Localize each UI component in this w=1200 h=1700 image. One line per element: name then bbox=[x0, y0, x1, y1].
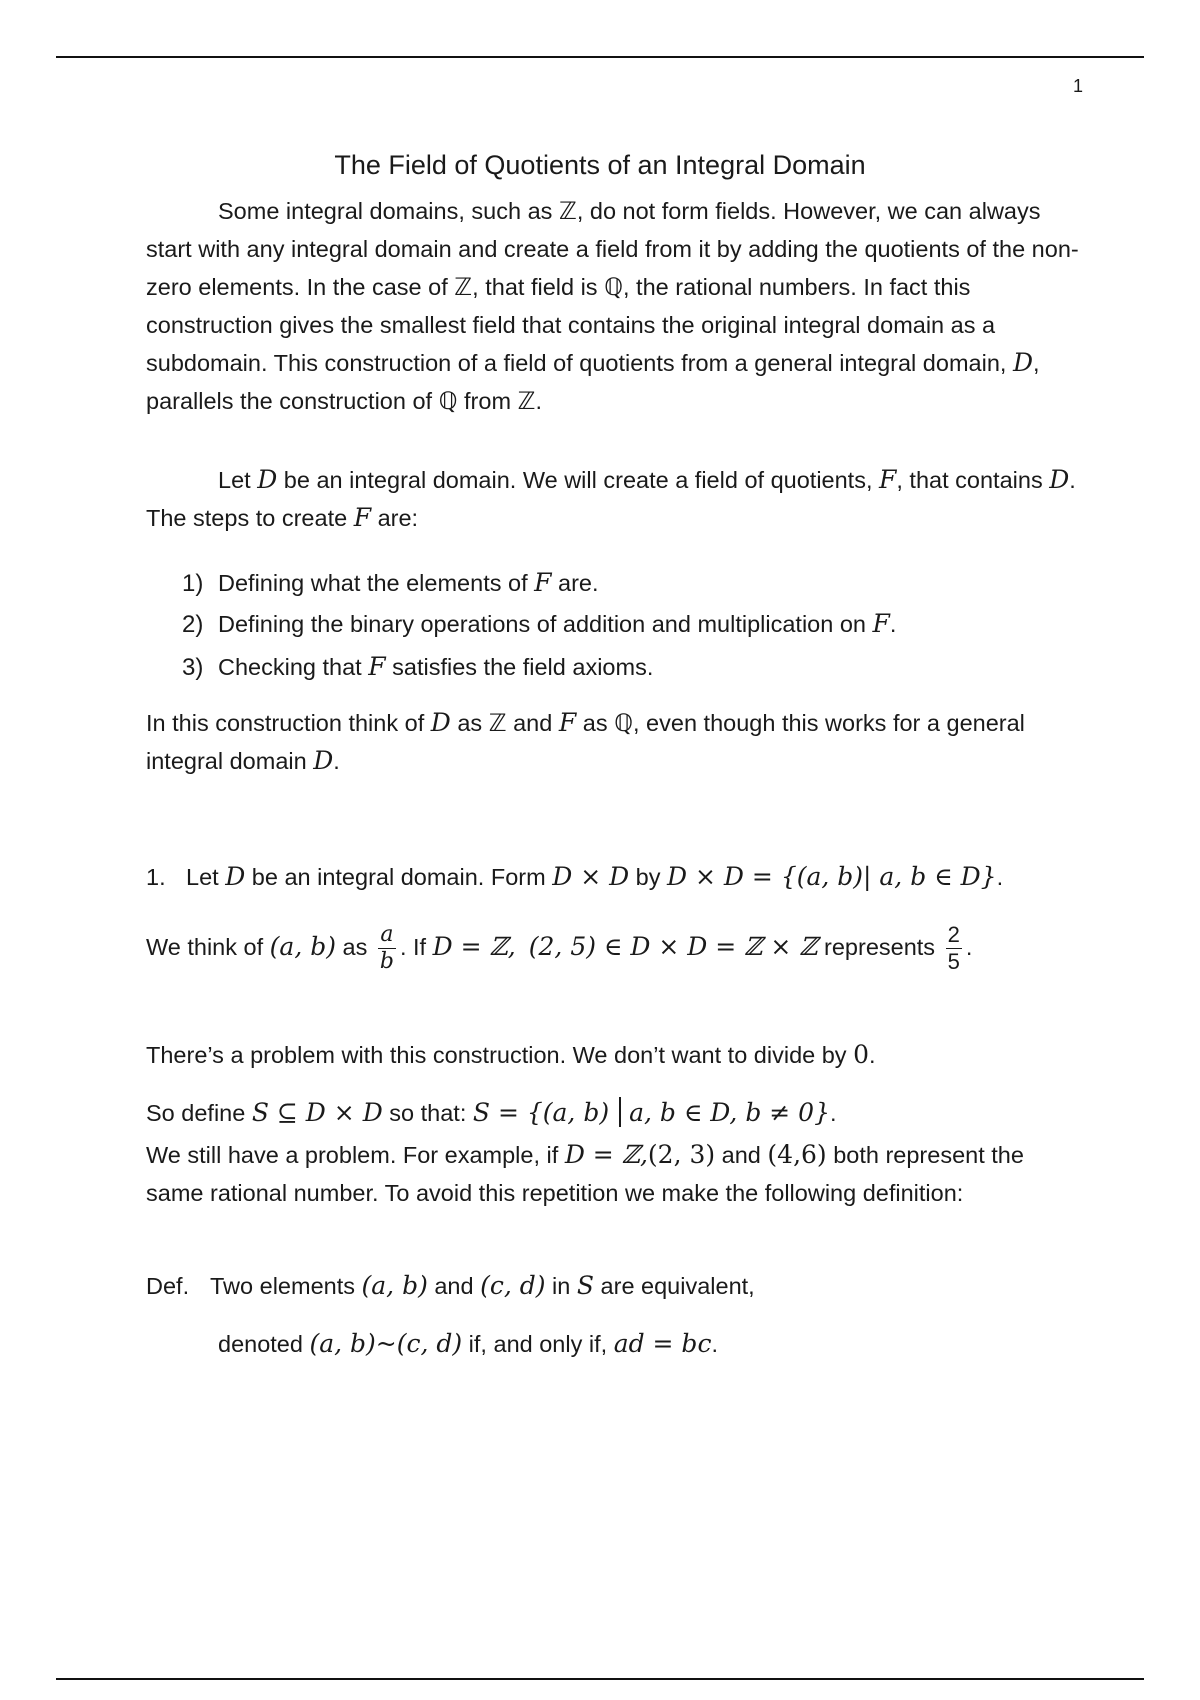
step-item: 2) Defining the binary operations of addition and multiplication on F. bbox=[182, 609, 897, 638]
definition-relation-line: denoted (a, b)~(c, d) if, and only if, ad = bc. bbox=[218, 1329, 718, 1358]
think-of-line: We think of (a, b) as $\frac{a}{b}$ . If D = ℤ, (2, 5) ∈ D × D = ℤ × ℤ represents $\frac{2}{5}$ . bbox=[146, 922, 973, 975]
intro-paragraph: Some integral domains, such as ℤ, do not form fields. However, we can always start with any integral domain and create a field from it by adding the quotients of the non-zero elements. In the case of ℤ, that field is ℚ, the rational numbers. In fact this construction gives the smallest field that contains the original integral domain as a subdomain. This construction of a field of quotients from a general integral domain, D, parallels the construction of ℚ from ℤ. bbox=[146, 197, 1079, 415]
define-line: So define S ⊆ D × D so that: S = {(a, b) a, b ∈ D, b ≠ 0}. bbox=[146, 1098, 837, 1127]
setup-paragraph: Let D be an integral domain. We will create a field of quotients, F, that contains D. The steps to create F are: bbox=[146, 465, 1076, 532]
page-title: The Field of Quotients of an Integral Domain bbox=[334, 150, 866, 180]
analogy-paragraph: In this construction think of D as ℤ and F as ℚ, even though this works for a general integral domain D. bbox=[146, 708, 1025, 775]
top-rule bbox=[56, 56, 1144, 58]
fraction-a-over-b: $\frac{a}{b}$ bbox=[379, 922, 394, 975]
problem-line: There’s a problem with this construction. We don’t want to divide by 0. bbox=[146, 1040, 876, 1069]
repetition-paragraph: We still have a problem. For example, if D = ℤ,(2, 3) and (4,6) both represent the same rational number. To avoid this repetition we make the following definition: bbox=[146, 1140, 1024, 1206]
step-item: 3) Checking that F satisfies the field axioms. bbox=[182, 652, 654, 681]
definition-line: Def. Two elements (a, b) and (c, d) in S are equivalent, bbox=[146, 1271, 755, 1300]
numbered-item-1: 1. Let D be an integral domain. Form D × D by D × D = {(a, b)| a, b ∈ D}. bbox=[146, 862, 1004, 891]
step-item: 1) Defining what the elements of F are. bbox=[182, 568, 599, 597]
set-builder-bar bbox=[619, 1097, 621, 1127]
page-number: 1 bbox=[1073, 76, 1084, 96]
fraction-two-fifths: $\frac{2}{5}$ bbox=[947, 922, 960, 975]
bottom-rule bbox=[56, 1678, 1144, 1680]
